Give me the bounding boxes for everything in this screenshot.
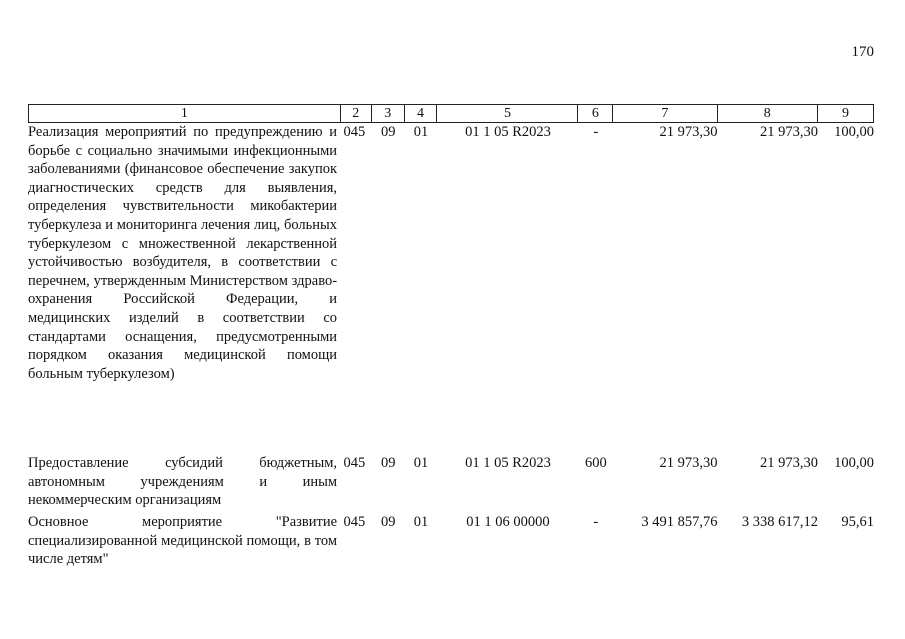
table-row <box>28 123 874 383</box>
row-c6: - <box>593 124 599 140</box>
row-c9: 95,61 <box>841 514 874 530</box>
row-c8: 21 973,30 <box>759 124 818 140</box>
row-c2: 045 <box>343 514 366 530</box>
row-c7: 21 973,30 <box>659 455 718 471</box>
header-col-9: 9 <box>817 105 873 122</box>
row-c5: 01 1 05 R2023 <box>465 455 551 471</box>
row-c6: 600 <box>584 455 607 471</box>
row-c6: - <box>593 514 599 530</box>
row-c7: 3 491 857,76 <box>641 514 718 530</box>
table-row <box>28 513 874 569</box>
table-header <box>28 104 874 123</box>
header-col-1: 1 <box>180 106 188 121</box>
row-c3: 09 <box>380 514 396 530</box>
row-c5: 01 1 06 00000 <box>466 514 550 530</box>
header-col-6: 6 <box>577 105 612 122</box>
page-number: 170 <box>851 44 874 60</box>
row-c8: 3 338 617,12 <box>741 514 818 530</box>
row-c4: 01 <box>413 124 429 140</box>
row-c8: 21 973,30 <box>759 455 818 471</box>
row-c5: 01 1 05 R2023 <box>465 124 551 140</box>
row-c7: 21 973,30 <box>659 124 718 140</box>
table-row <box>28 454 874 510</box>
row-c2: 045 <box>343 124 366 140</box>
header-col-8: 8 <box>717 105 817 122</box>
row-c3: 09 <box>380 124 396 140</box>
header-col-7: 7 <box>612 105 716 122</box>
row-c2: 045 <box>343 455 366 471</box>
header-col-5: 5 <box>436 105 577 122</box>
header-col-2: 2 <box>340 105 371 122</box>
row-c9: 100,00 <box>834 455 874 471</box>
row-c4: 01 <box>413 455 429 471</box>
row-name: Основное мероприятие "Развитие специализированной медицинской помощи, в том числе детям" <box>28 514 338 568</box>
row-name: Реализация мероприятий по предупреждению и борьбе с социально значимыми инфекционными заболеваниями (финансовое обеспечение закупок диагностических средств для выявления, определения чувствительности микобактерии туберкулеза и мониторинга лечения лиц, больных туберкулезом с множественной лекарственной устойчивостью возбудителя, в соответствии с перечнем, утвержденным Министерством здраво-охранения Российской Федерации, и медицинских изделий в соответствии со стандартами оснащения, предусмотренными порядком оказания медицинской помощи больным туберкулезом) <box>28 124 338 382</box>
row-c4: 01 <box>413 514 429 530</box>
row-name: Предоставление субсидий бюджетным, автономным учреждениям и иным некоммерческим организациям <box>28 455 338 509</box>
header-col-4: 4 <box>404 105 437 122</box>
header-col-3: 3 <box>371 105 404 122</box>
row-c9: 100,00 <box>834 124 874 140</box>
row-c3: 09 <box>380 455 396 471</box>
